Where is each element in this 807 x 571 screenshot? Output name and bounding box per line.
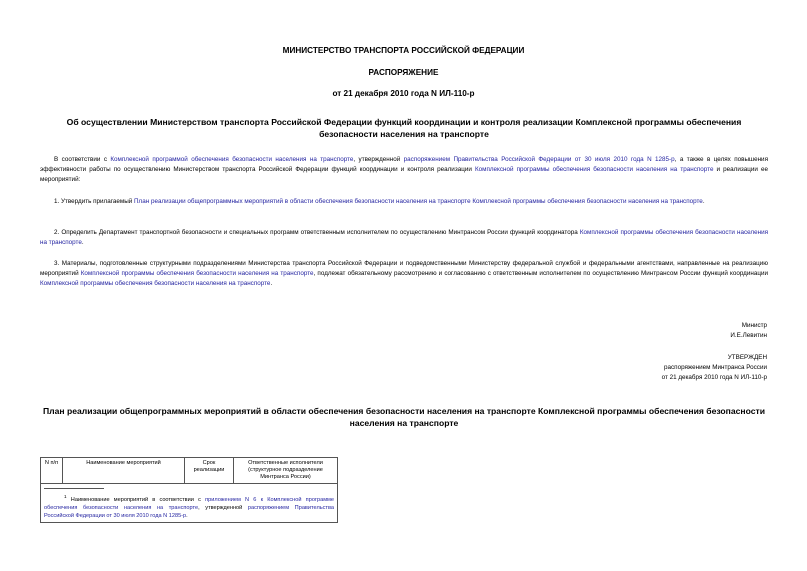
col-responsible-header: Ответственные исполнители (структурное подразделение Минтранса России) bbox=[234, 458, 338, 484]
text: . bbox=[702, 198, 705, 205]
approval-date: от 21 декабря 2010 года N ИЛ-110-р bbox=[661, 374, 767, 381]
document-title: Об осуществлении Министерством транспорта Российской Федерации функций координации и контроля реализации Комплексной программы обеспечения безопасности населения на транспорте bbox=[66, 117, 742, 139]
text: . bbox=[186, 512, 188, 519]
plan-table bbox=[40, 457, 338, 523]
footnote-row bbox=[41, 484, 338, 523]
text: . bbox=[270, 280, 273, 287]
signature-role: Министр bbox=[741, 322, 767, 329]
paragraph-item-1 bbox=[40, 197, 768, 207]
text: 1. Утвердить прилагаемый bbox=[54, 198, 135, 205]
signature-name: И.Е.Левитин bbox=[730, 332, 767, 339]
text: и реализации ее мероприятий: bbox=[40, 166, 768, 183]
col-activity-header: Наименование мероприятий bbox=[63, 458, 185, 484]
paragraph-item-2 bbox=[40, 228, 768, 248]
footnote-divider bbox=[44, 488, 104, 489]
footnote-cell bbox=[41, 484, 338, 523]
link-government-order-2[interactable]: распоряжением Правительства Российской Федерации от 30 июля 2010 года N 1285-р bbox=[44, 504, 335, 519]
text: . bbox=[81, 239, 84, 246]
text: Наименование мероприятий в соответствии с bbox=[66, 496, 206, 503]
text: В соответствии с bbox=[54, 156, 111, 163]
link-complex-program-3[interactable]: Комплексной программы обеспечения безопасности населения на транспорте bbox=[40, 229, 769, 246]
approval-stamp: УТВЕРЖДЕН bbox=[727, 354, 767, 361]
footnote-mark: 1 bbox=[64, 494, 67, 499]
text: 3. Материалы, подготовленные структурными подразделениями Министерства транспорта Российской Федерации и подведомственными Министерству федеральной службой и федеральными агентствами, направленные на реализацию мероприятий bbox=[40, 260, 768, 277]
col-deadline-header: Срок реализации bbox=[185, 458, 234, 484]
col-number-header: N п/п bbox=[41, 458, 63, 484]
link-complex-program[interactable]: Комплексной программой обеспечения безопасности населения на транспорте bbox=[110, 156, 354, 163]
text: 2. Определить Департамент транспортной безопасности и специальных программ ответственным исполнителем по осуществлению Минтрансом России функций координатора bbox=[54, 229, 580, 236]
link-complex-program-2[interactable]: Комплексной программы обеспечения безопасности населения на транспорте bbox=[474, 166, 714, 173]
link-government-order[interactable]: распоряжением Правительства Российской Федерации от 30 июля 2010 года N 1285-р bbox=[403, 156, 675, 163]
link-complex-program-5[interactable]: Комплексной программы обеспечения безопасности населения на транспорте bbox=[40, 280, 271, 287]
ministry-heading: МИНИСТЕРСТВО ТРАНСПОРТА РОССИЙСКОЙ ФЕДЕРАЦИИ bbox=[282, 46, 525, 55]
paragraph-intro bbox=[40, 155, 768, 185]
text: , утвержденной bbox=[198, 504, 248, 511]
footnote-text bbox=[44, 493, 334, 520]
link-plan[interactable]: План реализации общепрограммных мероприятий в области обеспечения безопасности населения на транспорте Комплексной программы обеспечения безопасности населения на транспорте bbox=[134, 198, 703, 205]
doc-type-heading: РАСПОРЯЖЕНИЕ bbox=[368, 68, 439, 77]
link-appendix-6[interactable]: приложением N 6 к Комплексной программе обеспечения безопасности населения на транспорте bbox=[44, 496, 334, 511]
text: , утвержденной bbox=[353, 156, 404, 163]
text: , а также в целях повышения эффективности работы по осуществлению Министерством транспорта Российской Федерации функций координации и контроля реализации bbox=[40, 156, 768, 173]
link-complex-program-4[interactable]: Комплексной программы обеспечения безопасности населения на транспорте bbox=[80, 270, 314, 277]
paragraph-item-3 bbox=[40, 259, 768, 289]
table-header-row bbox=[41, 458, 338, 484]
doc-date-number: от 21 декабря 2010 года N ИЛ-110-р bbox=[332, 89, 475, 98]
plan-title: План реализации общепрограммных мероприятий в области обеспечения безопасности населения на транспорте Комплексной программы обеспечения безопасности населения на транспорте bbox=[42, 406, 766, 428]
approval-order: распоряжением Минтранса России bbox=[664, 364, 767, 371]
text: , подлежат обязательному рассмотрению и согласованию с ответственным исполнителем по осуществлению Минтрансом России функций координации bbox=[313, 270, 768, 277]
